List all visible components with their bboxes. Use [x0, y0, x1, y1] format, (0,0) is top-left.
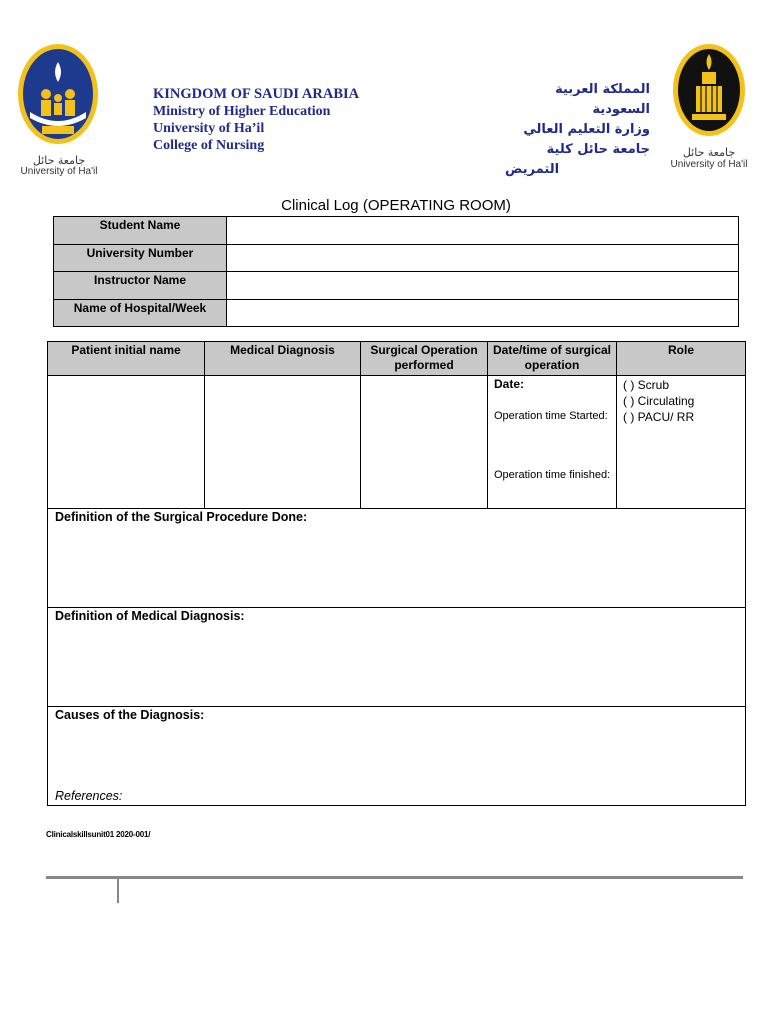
surgical-operation-header: Surgical Operation performed [361, 342, 488, 376]
clinical-log-table [47, 341, 746, 806]
datetime-cell[interactable] [488, 376, 617, 509]
patient-initial-cell[interactable] [48, 376, 205, 509]
logo-right-caption-en: University of Ha'il [670, 159, 748, 170]
form-title: Clinical Log (OPERATING ROOM) [281, 197, 511, 214]
diagnosis-definition-section[interactable] [48, 608, 746, 707]
role-pacu-option[interactable]: ( ) PACU/ RR [623, 410, 695, 424]
student-name-field[interactable] [227, 217, 739, 245]
logo-left-caption-en: University of Ha'il [20, 166, 98, 177]
header-english [153, 86, 359, 154]
header-en-line: Ministry of Higher Education [153, 104, 331, 119]
medical-diagnosis-cell[interactable] [205, 376, 361, 509]
header-arabic [500, 80, 650, 180]
header-ar-line: جامعة حائل كلية [546, 142, 650, 157]
header-ar-line: المملكة العربية السعودية [555, 82, 650, 117]
university-logo [664, 42, 754, 174]
university-seal-icon [664, 42, 754, 146]
header-en-line: University of Ha’il [153, 121, 265, 136]
instructor-name-label: Instructor Name [54, 272, 227, 300]
hospital-week-field[interactable] [227, 299, 739, 327]
date-label: Date: [494, 377, 525, 391]
procedure-definition-label: Definition of the Surgical Procedure Done: [55, 510, 308, 524]
footer-divider [46, 876, 743, 879]
role-circulating-option[interactable]: ( ) Circulating [623, 394, 695, 408]
role-cell [617, 376, 746, 509]
logo-right-caption-ar: جامعة حائل [682, 146, 736, 159]
student-info-table [53, 216, 739, 327]
diagnosis-causes-label: Causes of the Diagnosis: [55, 708, 205, 722]
references-label: References: [55, 789, 123, 803]
role-scrub-option[interactable]: ( ) Scrub [623, 378, 670, 392]
footer-code: Clinicalskillsunit01 2020-001/ [46, 830, 151, 839]
college-of-nursing-logo [16, 42, 102, 177]
header-ar-line: وزارة التعليم العالي [523, 122, 650, 137]
patient-initial-header: Patient initial name [48, 342, 205, 376]
hospital-week-label: Name of Hospital/Week [54, 299, 227, 327]
diagnosis-definition-label: Definition of Medical Diagnosis: [55, 609, 245, 623]
op-finished-label: Operation time finished: [494, 469, 611, 481]
nursing-seal-icon [16, 42, 102, 154]
university-number-field[interactable] [227, 244, 739, 272]
university-number-label: University Number [54, 244, 227, 272]
header-en-line: KINGDOM OF SAUDI ARABIA [153, 86, 360, 102]
instructor-name-field[interactable] [227, 272, 739, 300]
surgical-operation-cell[interactable] [361, 376, 488, 509]
footer-tick [117, 878, 119, 903]
diagnosis-causes-section[interactable] [48, 707, 746, 806]
logo-left-caption-ar: جامعة حائل [32, 154, 86, 167]
header-en-line: College of Nursing [153, 138, 265, 153]
datetime-header: Date/time of surgical operation [488, 342, 617, 376]
medical-diagnosis-header: Medical Diagnosis [205, 342, 361, 376]
procedure-definition-section[interactable] [48, 509, 746, 608]
student-name-label: Student Name [54, 217, 227, 245]
role-header: Role [617, 342, 746, 376]
op-started-label: Operation time Started: [494, 410, 608, 422]
header-ar-line: التمريض [505, 162, 560, 177]
